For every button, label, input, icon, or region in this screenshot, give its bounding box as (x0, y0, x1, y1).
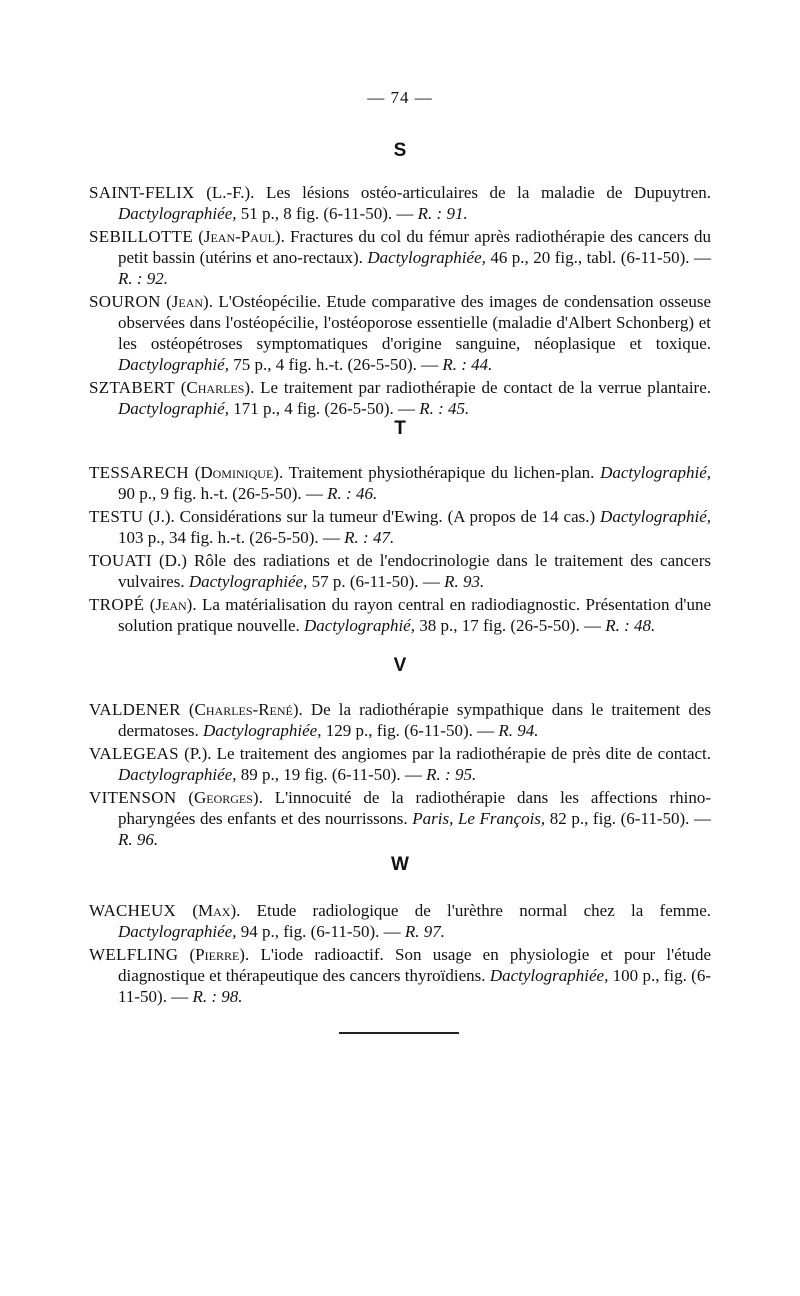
entry-details: 171 p., 4 fig. (26-5-50). — (228, 399, 420, 418)
entry-journal: Dactylographiée, (188, 572, 308, 591)
entry-author: VITENSON (89, 788, 177, 807)
entry-author: WELFLING (89, 945, 179, 964)
entry-author: SEBILLOTTE (89, 227, 194, 246)
entry-journal: Dactylographiée, (118, 922, 237, 941)
entry-details: 94 p., fig. (6-11-50). — (236, 922, 405, 941)
entry-journal: Dactylographié, (118, 355, 229, 374)
entry-journal: Dactylographiée, (489, 966, 609, 985)
bibliography-entry (89, 900, 711, 942)
entry-reference: R. : 48. (605, 616, 656, 635)
entry-author: SOURON (89, 292, 161, 311)
entry-details: 90 p., 9 fig. h.-t. (26-5-50). — (118, 484, 328, 503)
entry-given-name: (L.-F.). (206, 183, 255, 202)
entry-author: SZTABERT (89, 378, 175, 397)
section-s-entries (89, 182, 711, 421)
entry-details: 46 p., 20 fig., tabl. (6-11-50). — (485, 248, 712, 267)
entry-given-name: (D.) (159, 551, 187, 570)
entry-journal: Paris, Le François, (412, 809, 546, 828)
page-number: — 74 — (367, 88, 433, 107)
entry-given-name: (J.). (148, 507, 175, 526)
entry-title: De la radiothérapie sympathique dans le traitement des dermatoses. (118, 700, 711, 740)
entry-reference: R. 96. (118, 830, 159, 849)
entry-author: WACHEUX (89, 901, 177, 920)
entry-author: TROPÉ (89, 595, 145, 614)
entry-journal: Dactylographié, (600, 507, 711, 526)
entry-title: Les lésions ostéo-articulaires de la maladie de Dupuytren. (254, 183, 711, 202)
entry-details: 82 p., fig. (6-11-50). — (545, 809, 711, 828)
entry-reference: R. : 45. (419, 399, 470, 418)
entry-details: 51 p., 8 fig. (6-11-50). — (236, 204, 418, 223)
bibliography-entry (89, 226, 711, 289)
entry-title: Fractures du col du fémur après radiothérapie des cancers du petit bassin (utérins et ano-rectaux). (118, 227, 711, 267)
entry-author: TESTU (89, 507, 144, 526)
entry-given-name: (Jean). (149, 595, 197, 614)
entry-journal: Dactylographié, (304, 616, 415, 635)
entry-title: Rôle des radiations et de l'endocrinologie dans le traitement des cancers vulvaires. (118, 551, 711, 591)
end-rule (339, 1032, 459, 1034)
bibliography-entry (89, 550, 711, 592)
entry-journal: Dactylographiée, (118, 204, 237, 223)
entry-title: Le traitement par radiothérapie de contact de la verrue plantaire. (254, 378, 712, 397)
bibliography-entry (89, 699, 711, 741)
entry-reference: R. 93. (444, 572, 485, 591)
entry-title: La matérialisation du rayon central en radiodiagnostic. Présentation d'une solution pratique nouvelle. (118, 595, 712, 635)
entry-given-name: (Charles-René). (188, 700, 303, 719)
entry-details: 100 p., fig. (6-11-50). — (118, 966, 712, 1006)
entry-title: Traitement physiothérapique du lichen-plan. (283, 463, 595, 482)
entry-given-name: (Pierre). (189, 945, 250, 964)
entry-given-name: (Georges). (188, 788, 263, 807)
entry-details: 75 p., 4 fig. h.-t. (26-5-50). — (228, 355, 443, 374)
entry-details: 38 p., 17 fig. (26-5-50). — (414, 616, 606, 635)
entry-given-name: (Jean-Paul). (198, 227, 285, 246)
entry-given-name: (Dominique). (194, 463, 284, 482)
section-heading-t: T (394, 418, 406, 439)
entry-title: L'innocuité de la radiothérapie dans les affections rhino-pharyngées des enfants et des nourrissons. (118, 788, 712, 828)
bibliography-entry (89, 182, 711, 224)
entry-details: 129 p., fig. (6-11-50). — (321, 721, 499, 740)
entry-reference: R. 94. (498, 721, 539, 740)
entry-reference: R. : 98. (192, 987, 243, 1006)
entry-details: 89 p., 19 fig. (6-11-50). — (236, 765, 427, 784)
bibliography-entry (89, 743, 711, 785)
entry-reference: R. : 95. (426, 765, 477, 784)
bibliography-entry (89, 377, 711, 419)
entry-title: L'iode radioactif. Son usage en physiologie et pour l'étude diagnostique et thérapeutique des cancers thyroïdiens. (118, 945, 711, 985)
entry-author: VALDENER (89, 700, 181, 719)
entry-given-name: (Charles). (180, 378, 255, 397)
entry-details: 103 p., 34 fig. h.-t. (26-5-50). — (118, 528, 345, 547)
section-heading-w: W (391, 854, 409, 875)
entry-title: Etude radiologique de l'urèthre normal chez la femme. (240, 901, 711, 920)
entry-journal: Dactylographiée, (202, 721, 322, 740)
entry-author: TESSARECH (89, 463, 189, 482)
bibliography-entry (89, 787, 711, 850)
bibliography-entry (89, 594, 711, 636)
entry-given-name: (Jean). (166, 292, 213, 311)
entry-author: SAINT-FELIX (89, 183, 195, 202)
entry-journal: Dactylographiée, (367, 248, 486, 267)
entry-title: L'Ostéopécilie. Etude comparative des images de condensation osseuse observées dans l'ostéopécilie, l'ostéoporose essentielle (maladie d'Albert Schonberg) et les ostéopétroses symptomatiques d'origine sanguine, néoplasique et toxique. (118, 292, 712, 353)
entry-reference: R. : 91. (417, 204, 468, 223)
entry-author: VALEGEAS (89, 744, 179, 763)
entry-reference: R. : 44. (442, 355, 493, 374)
entry-given-name: (Max). (192, 901, 241, 920)
entry-title: Considérations sur la tumeur d'Ewing. (A propos de 14 cas.) (174, 507, 596, 526)
entry-reference: R. 97. (404, 922, 446, 941)
entry-details: 57 p. (6-11-50). — (307, 572, 445, 591)
section-heading-s: S (393, 140, 407, 161)
entry-reference: R. : 46. (327, 484, 378, 503)
entry-reference: R. : 92. (118, 269, 169, 288)
entry-reference: R. : 47. (344, 528, 395, 547)
bibliography-entry (89, 291, 711, 375)
bibliography-entry (89, 944, 711, 1007)
entry-author: TOUATI (89, 551, 152, 570)
section-t-entries (89, 462, 711, 638)
entry-journal: Dactylographié, (600, 463, 712, 482)
section-heading-v: V (393, 655, 407, 676)
entry-journal: Dactylographiée, (118, 765, 237, 784)
entry-title: Le traitement des angiomes par la radiothérapie de près dite de contact. (211, 744, 712, 763)
section-w-entries (89, 900, 711, 1009)
bibliography-entry (89, 462, 711, 504)
section-v-entries (89, 699, 711, 852)
entry-journal: Dactylographié, (118, 399, 229, 418)
entry-given-name: (P.). (184, 744, 212, 763)
bibliography-entry (89, 506, 711, 548)
